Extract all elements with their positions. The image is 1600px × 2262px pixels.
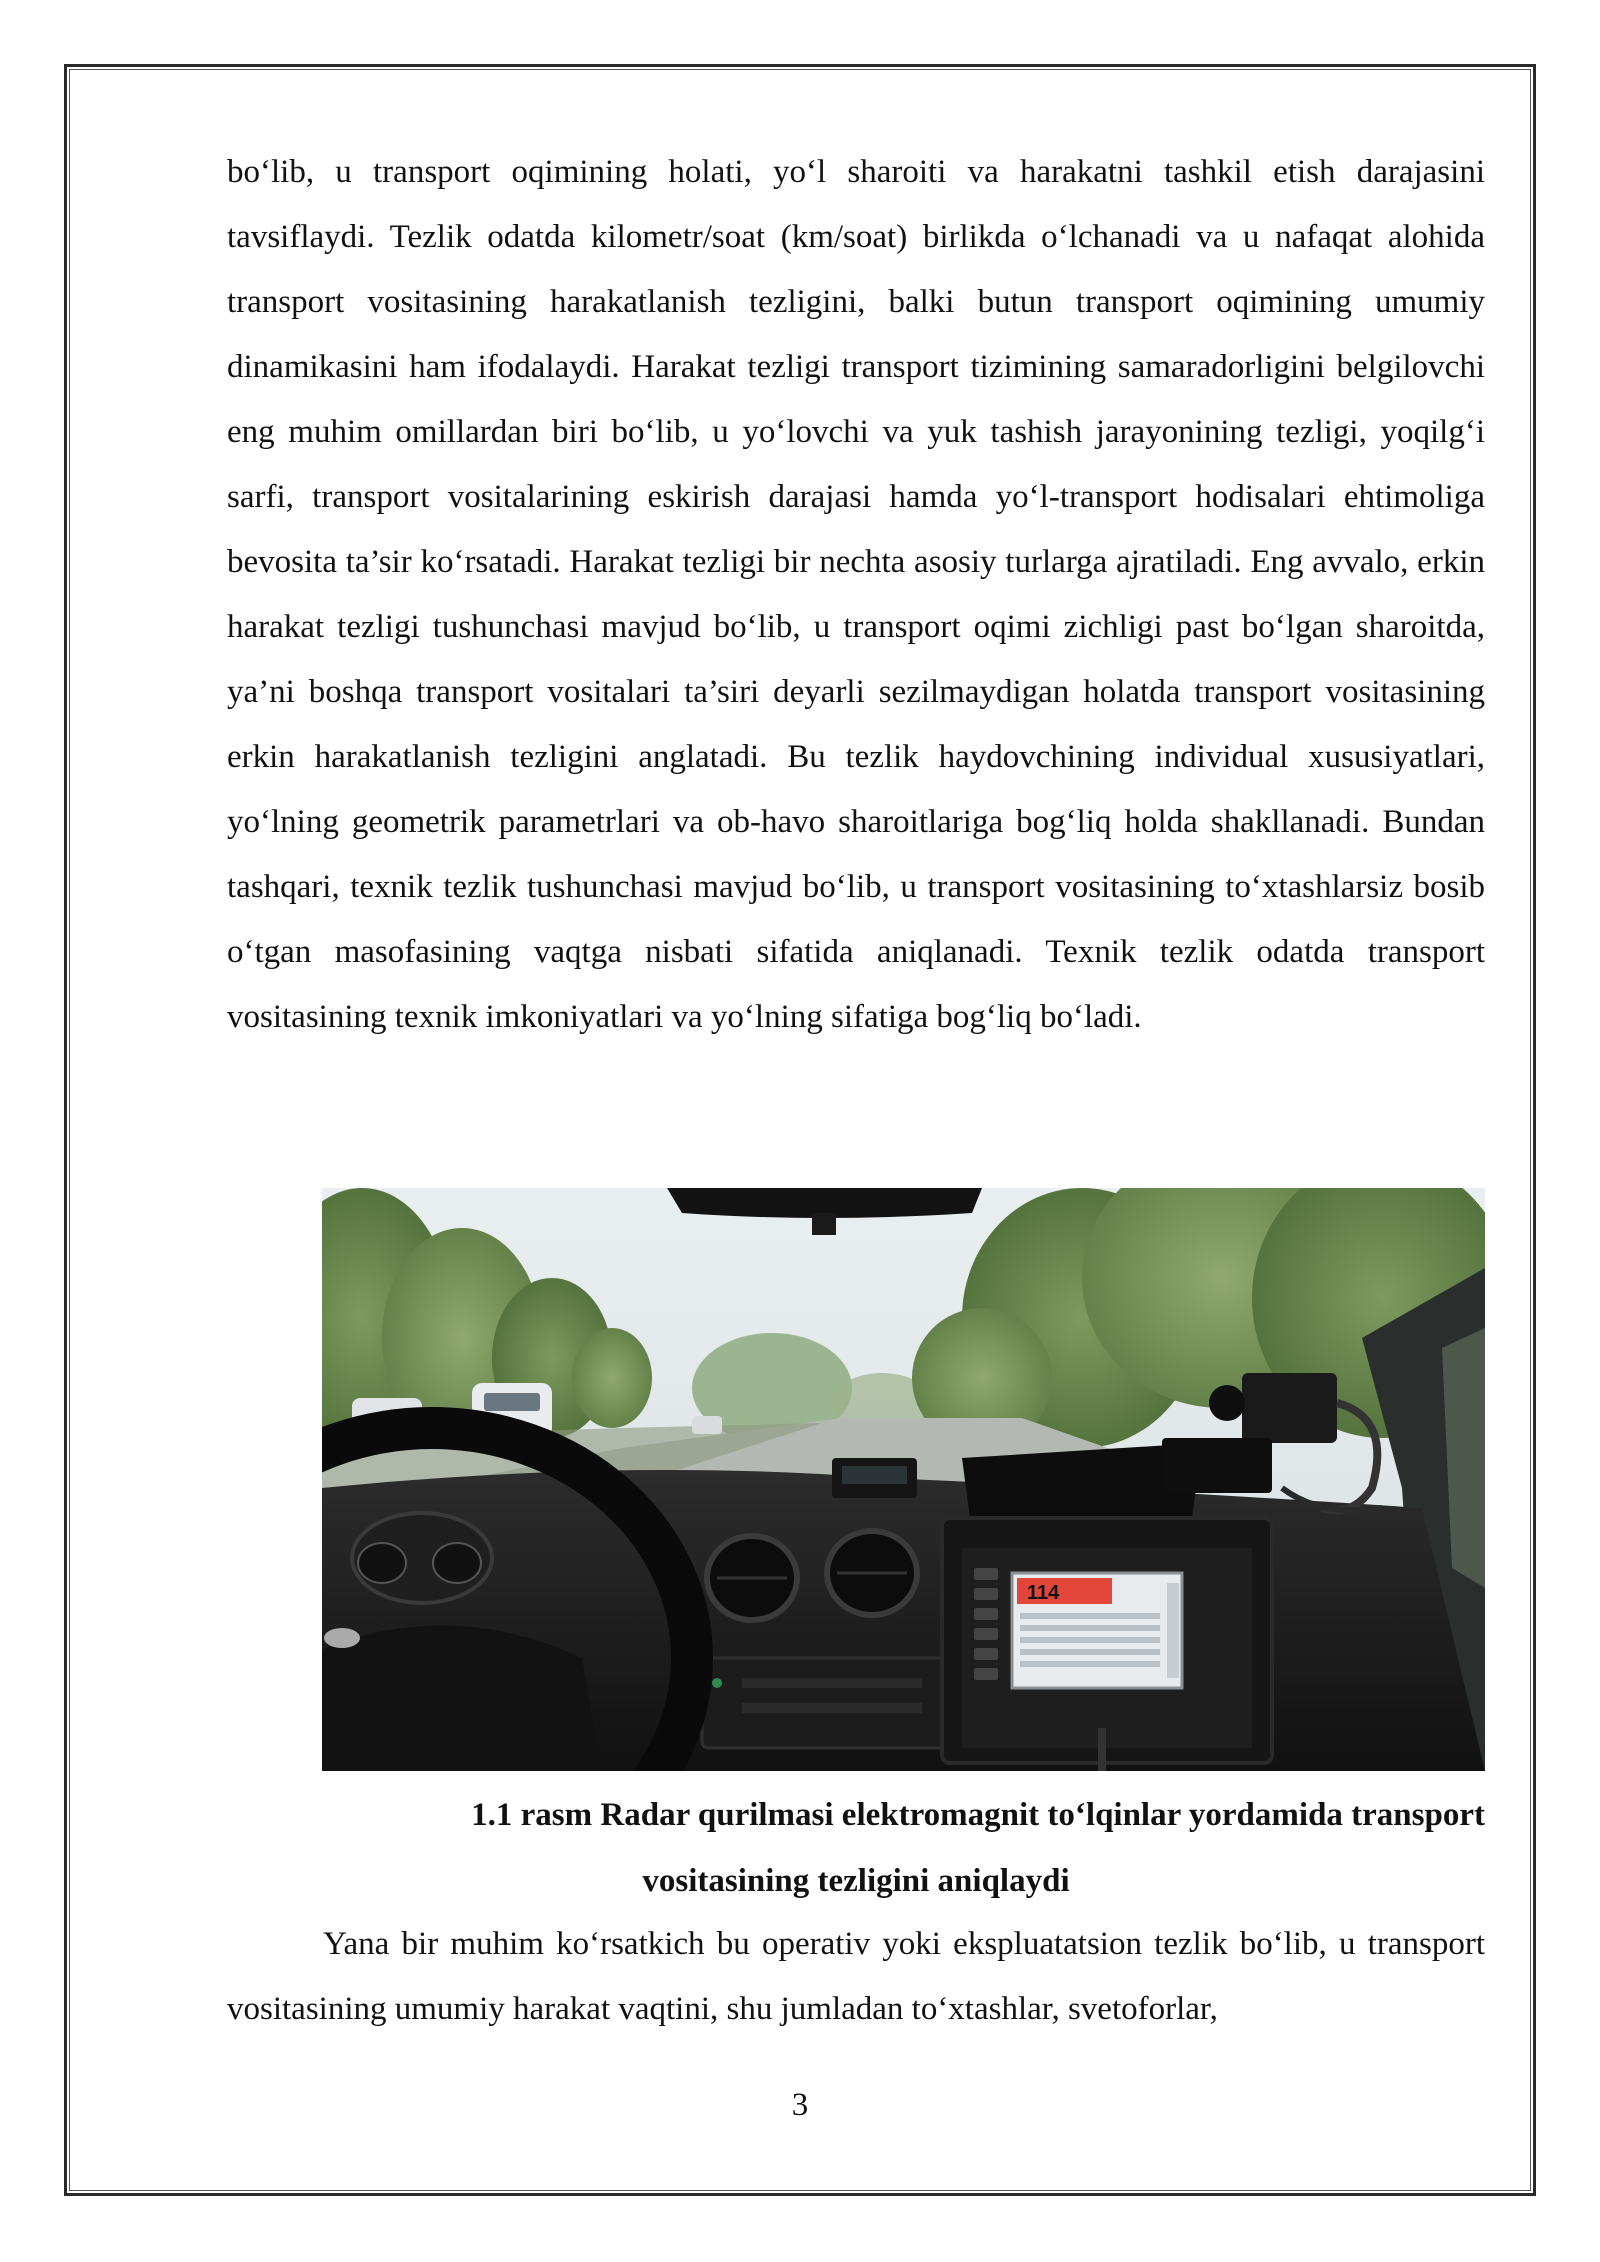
- figure-caption-line-2: vositasining tezligini aniqlaydi: [642, 1863, 1070, 1899]
- radar-device-photo: [322, 1188, 1485, 1771]
- body-paragraph-bottom: Yana bir muhim ko‘rsatkich bu operativ yoki ekspluatatsion tezlik bo‘lib, u transport vositasining umumiy harakat vaqtini, shu jumladan to‘xtashlar, svetoforlar,: [227, 1926, 1485, 2027]
- page-number: 3: [791, 2087, 809, 2123]
- body-paragraph-top: bo‘lib, u transport oqimining holati, yo‘l sharoiti va harakatni tashkil etish darajasini tavsiflaydi. Tezlik odatda kilometr/soat (km/soat) birlikda o‘lchanadi va u nafaqat alohida transport vositasining harakatlanish tezligini, balki butun transport oqimining umumiy dinamikasini ham ifodalaydi. Harakat tezligi transport tizimining samaradorligini belgilovchi eng muhim omillardan biri bo‘lib, u yo‘lovchi va yuk tashish jarayonining tezligi, yoqilg‘i sarfi, transport vositalarining eskirish darajasi hamda yo‘l-transport hodisalari ehtimoliga bevosita ta’sir ko‘rsatadi. Harakat tezligi bir nechta asosiy turlarga ajratiladi. Eng avvalo, erkin harakat tezligi tushunchasi mavjud bo‘lib, u transport oqimi zichligi past bo‘lgan sharoitda, ya’ni boshqa transport vositalari ta’siri deyarli sezilmaydigan holatda transport vositasining erkin harakatlanish tezligini anglatadi. Bu tezlik haydovchining individual xususiyatlari, yo‘lning geometrik parametrlari va ob-havo sharoitlariga bog‘liq holda shakllanadi. Bundan tashqari, texnik tezlik tushunchasi mavjud bo‘lib, u transport vositasining to‘xtashlarsiz bosib o‘tgan masofasining vaqtga nisbati sifatida aniqlanadi. Texnik tezlik odatda transport vositasining texnik imkoniyatlari va yo‘lning sifatiga bog‘liq bo‘ladi.: [227, 154, 1485, 1035]
- radar-speed-readout: 114: [1027, 1582, 1060, 1604]
- figure-caption: [227, 1782, 1485, 1914]
- figure-caption-line-1: 1.1 rasm Radar qurilmasi elektromagnit to‘lqinlar yordamida transport: [471, 1797, 1485, 1833]
